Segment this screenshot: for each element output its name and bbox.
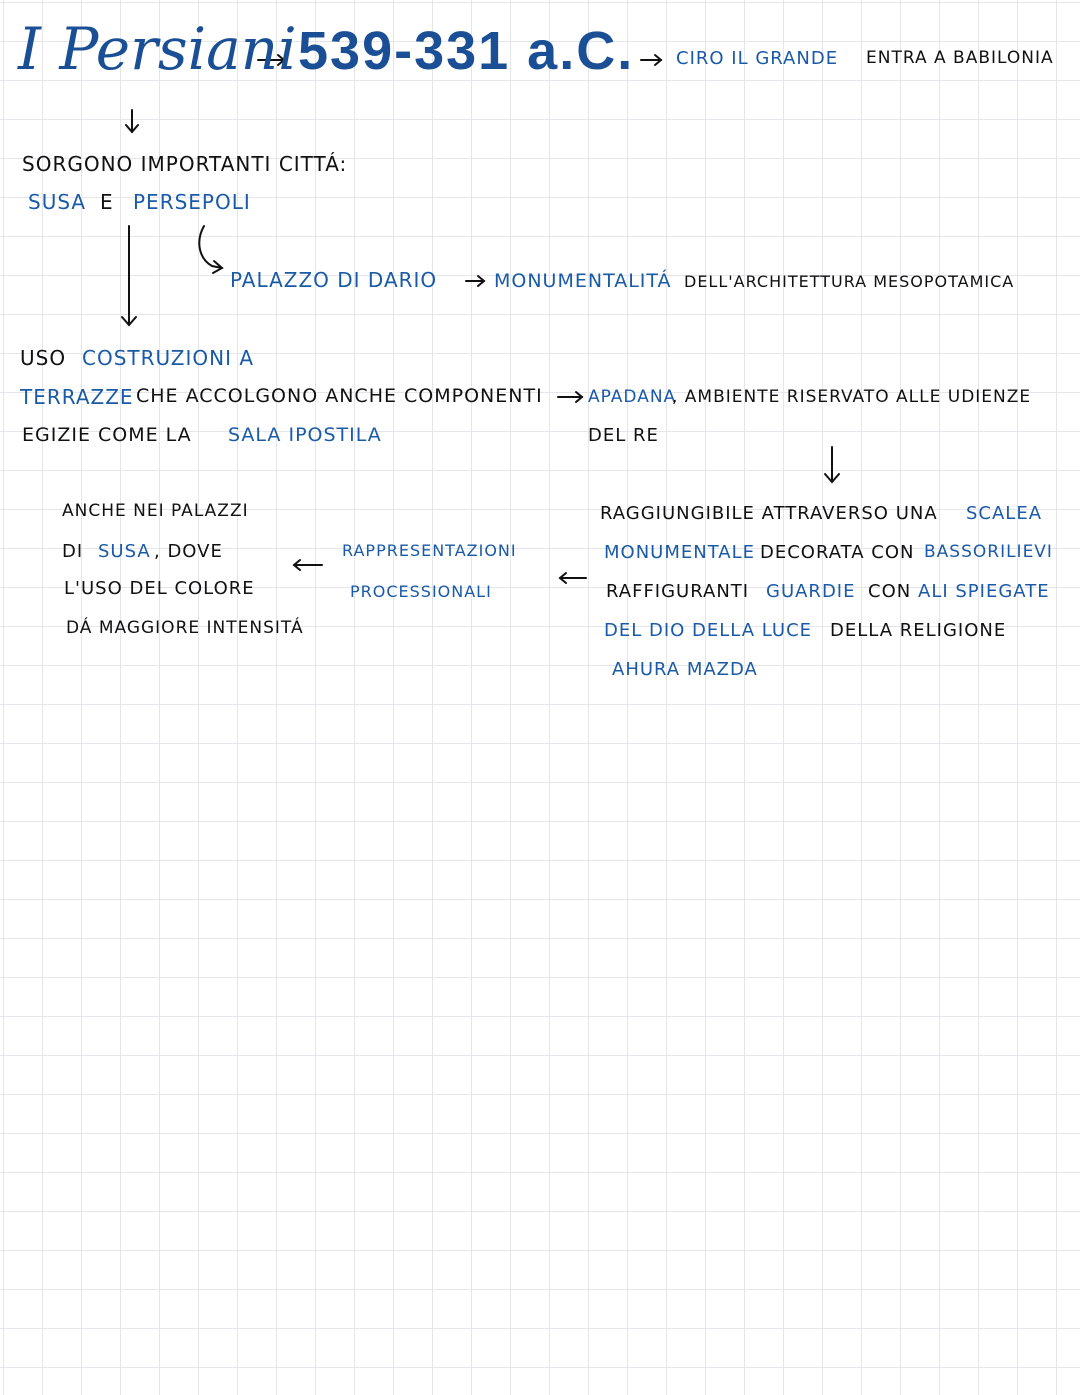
date-range: 539-331 a.C. bbox=[298, 21, 635, 81]
terraces-terrazze: TERRAZZE bbox=[20, 385, 134, 409]
scalea-line1b: SCALEA bbox=[966, 503, 1043, 524]
palace-name: PALAZZO DI DARIO bbox=[230, 268, 438, 292]
susa-line2a: DI bbox=[62, 541, 84, 562]
event-babilonia: ENTRA A BABILONIA bbox=[866, 48, 1054, 68]
apadana-name: APADANA bbox=[588, 387, 677, 407]
susa-line2c: , DOVE bbox=[154, 541, 223, 562]
event-ciro: CIRO IL GRANDE bbox=[676, 48, 839, 69]
processions-line2: PROCESSIONALI bbox=[350, 582, 492, 601]
scalea-line1a: RAGGIUNGIBILE ATTRAVERSO UNA bbox=[600, 503, 938, 524]
scalea-line2c: BASSORILIEVI bbox=[924, 542, 1053, 562]
scalea-line3d: ALI SPIEGATE bbox=[918, 581, 1050, 602]
susa-line2b: SUSA bbox=[98, 541, 151, 562]
terraces-uso: USO bbox=[20, 346, 67, 370]
scalea-line3b: GUARDIE bbox=[766, 581, 856, 602]
susa-line1: ANCHE NEI PALAZZI bbox=[62, 501, 249, 521]
scalea-line3c: CON bbox=[868, 581, 912, 602]
terraces-accolgono: CHE ACCOLGONO ANCHE COMPONENTI bbox=[136, 385, 543, 407]
arrow-curve-palace bbox=[199, 226, 222, 268]
scalea-line4b: DELLA RELIGIONE bbox=[830, 620, 1007, 641]
city-susa: SUSA bbox=[28, 190, 87, 214]
terraces-sala: SALA IPOSTILA bbox=[228, 424, 382, 446]
scalea-line3a: RAFFIGURANTI bbox=[606, 581, 750, 602]
terraces-costruzioni: COSTRUZIONI A bbox=[82, 346, 255, 370]
apadana-desc1: , AMBIENTE RISERVATO ALLE UDIENZE bbox=[672, 387, 1032, 407]
scalea-line5: AHURA MAZDA bbox=[612, 659, 758, 680]
terraces-egizie: EGIZIE COME LA bbox=[22, 424, 192, 446]
apadana-desc2: DEL RE bbox=[588, 425, 659, 446]
scalea-line2b: DECORATA CON bbox=[760, 542, 915, 563]
susa-line4: DÁ MAGGIORE INTENSITÁ bbox=[66, 618, 304, 638]
cities-intro: SORGONO IMPORTANTI CITTÁ: bbox=[22, 152, 348, 176]
processions-line1: RAPPRESENTAZIONI bbox=[342, 541, 517, 560]
susa-line3: L'USO DEL COLORE bbox=[64, 578, 255, 599]
scalea-line4a: DEL DIO DELLA LUCE bbox=[604, 620, 813, 641]
cities-conj: E bbox=[100, 190, 114, 214]
palace-monumentality: MONUMENTALITÁ bbox=[494, 270, 672, 292]
city-persepoli: PERSEPOLI bbox=[133, 190, 251, 214]
scalea-line2a: MONUMENTALE bbox=[604, 542, 756, 563]
palace-architecture: DELL'ARCHITETTURA MESOPOTAMICA bbox=[684, 272, 1015, 291]
page-title: I Persiani bbox=[18, 15, 297, 83]
